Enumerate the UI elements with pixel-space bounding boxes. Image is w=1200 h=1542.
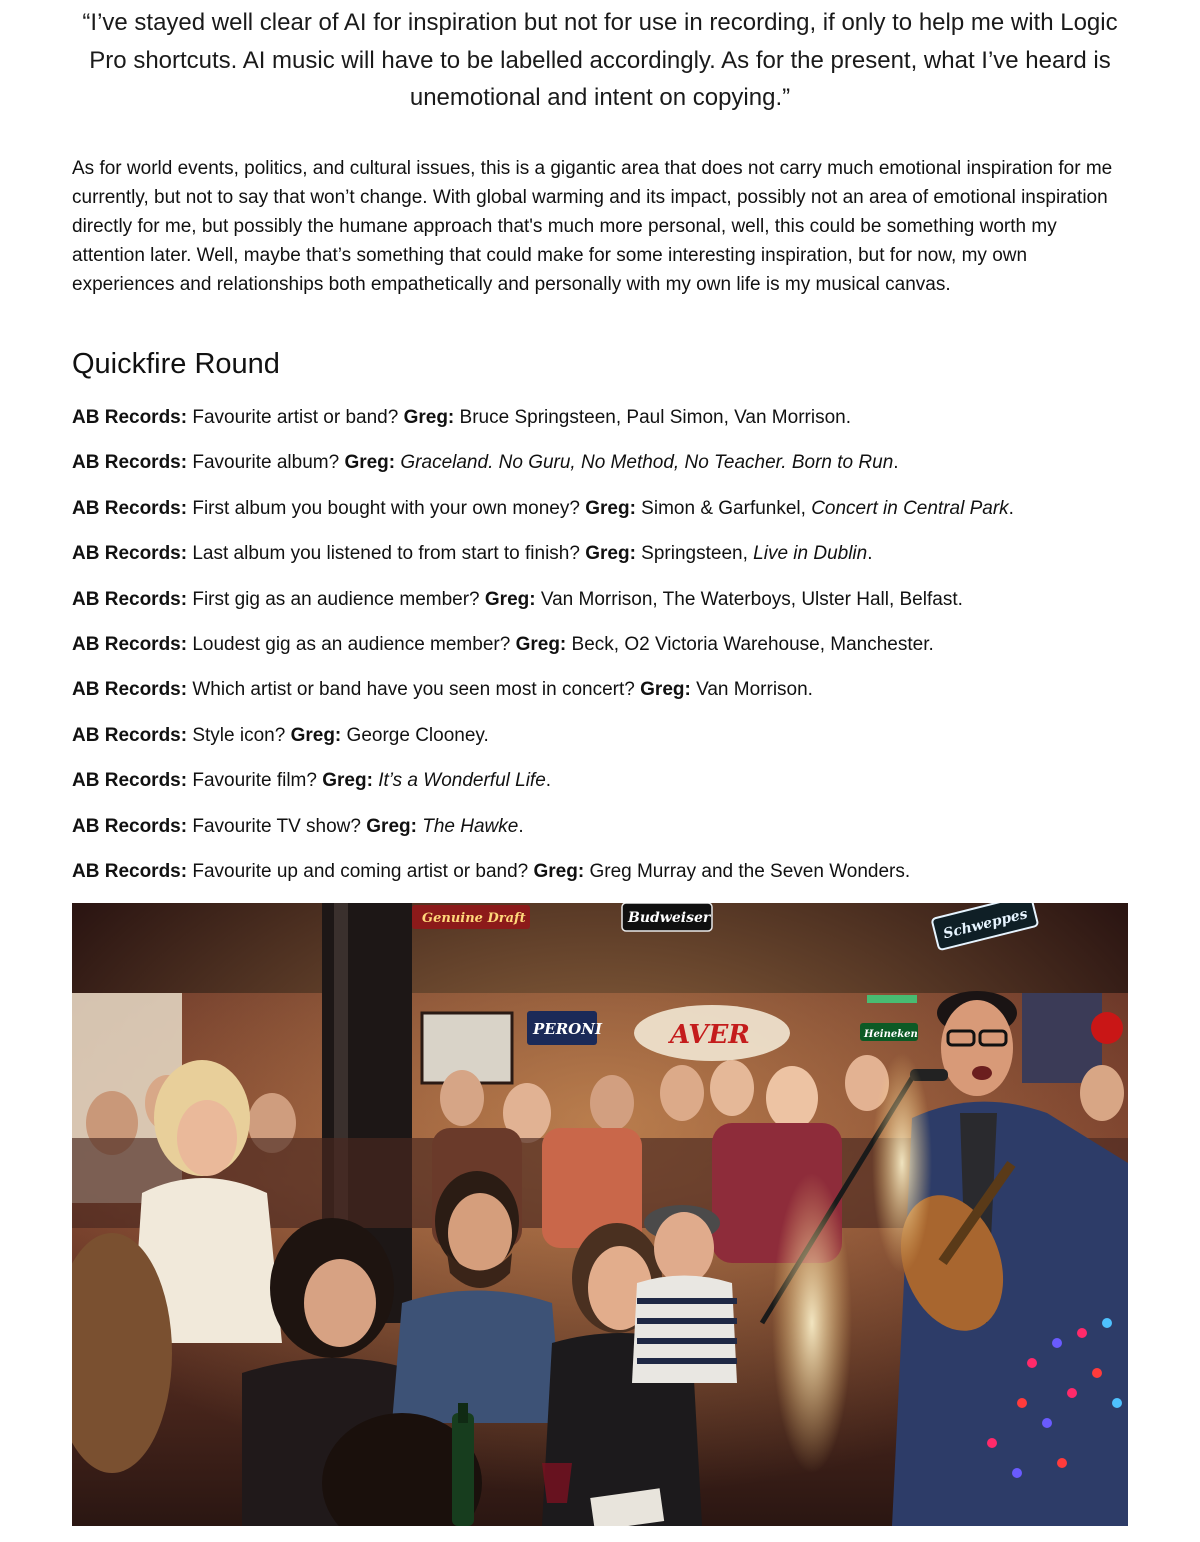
heineken-text: Heineken: [864, 1029, 918, 1040]
respondent-label: Greg:: [322, 770, 373, 792]
interviewer-label: AB Records:: [72, 770, 188, 792]
answer-title: Concert in Central Park: [811, 497, 1009, 519]
question: Favourite TV show?: [187, 815, 367, 837]
interviewer-label: AB Records:: [72, 588, 188, 610]
concert-photo-illustration: [72, 903, 1128, 1526]
qa-item: [72, 494, 1152, 539]
peroni-sign: [527, 1011, 603, 1045]
answer-title: Graceland. No Guru, No Method, No Teacher. Born to Run: [400, 452, 894, 474]
answer: Bruce Springsteen, Paul Simon, Van Morrison.: [454, 407, 851, 428]
answer-end: .: [545, 770, 552, 792]
question: Which artist or band have you seen most in concert?: [187, 679, 641, 701]
respondent-label: Greg:: [585, 497, 636, 519]
question: Favourite artist or band?: [187, 407, 404, 428]
answer: George Clooney.: [341, 724, 489, 746]
answer: Van Morrison, The Waterboys, Ulster Hall, Belfast.: [535, 588, 963, 610]
qa-item: [72, 721, 1152, 766]
intro-paragraph: As for world events, politics, and cultural issues, this is a gigantic area that does not carry much emotional inspiration for me currently, but not to say that won’t change. With global warming and its impact, possibly not an area of emotional inspiration directly for me, but possibly the humane approach that's much more personal, well, this could be something worth my attention later. Well, maybe that’s something that could make for some interesting inspiration, but for now, my own experiences and relationships both empathetically and personally with my own life is my musical canvas.: [72, 158, 1113, 295]
qa-item: [72, 630, 1152, 675]
answer: Van Morrison.: [690, 679, 813, 701]
cavern-sign: [634, 1005, 790, 1061]
qa-item: [72, 403, 1152, 448]
qa-item: [72, 448, 1152, 493]
answer-end: .: [1008, 497, 1014, 519]
budweiser-text: Budweiser: [628, 910, 711, 926]
answer-end: .: [893, 452, 899, 474]
respondent-label: Greg:: [290, 724, 342, 746]
answer-end: .: [518, 815, 524, 837]
interviewer-label: AB Records:: [72, 724, 188, 746]
heineken-sign: [860, 1023, 918, 1041]
respondent-label: Greg:: [403, 407, 455, 428]
question: Favourite up and coming artist or band?: [187, 860, 534, 882]
interviewer-label: AB Records:: [72, 497, 188, 519]
green-neon: [867, 995, 917, 1003]
interviewer-label: AB Records:: [72, 407, 188, 428]
qa-item: [72, 585, 1152, 630]
peroni-text: PERONI: [533, 1020, 602, 1038]
answer-end: .: [867, 543, 873, 565]
qa-item: [72, 857, 1152, 902]
question: First album you bought with your own money?: [187, 497, 586, 519]
question: Favourite film?: [187, 770, 323, 792]
question: First gig as an audience member?: [187, 588, 485, 610]
respondent-label: Greg:: [585, 543, 636, 565]
quickfire-heading: Quickfire Round: [72, 348, 280, 380]
answer: Greg Murray and the Seven Wonders.: [584, 860, 911, 882]
genuine-draft-sign: [412, 905, 530, 929]
cavern-text: AVER: [670, 1020, 750, 1050]
answer-title: It’s a Wonderful Life: [378, 770, 546, 792]
question: Loudest gig as an audience member?: [187, 633, 516, 655]
interviewer-label: AB Records:: [72, 860, 188, 882]
interviewer-label: AB Records:: [72, 543, 188, 565]
respondent-label: Greg:: [484, 588, 536, 610]
pull-quote: “I’ve stayed well clear of AI for inspiration but not for use in recording, if only to help me with Logic Pro shortcuts. AI music will have to be labelled accordingly. As for the present, what I’ve heard is unemotional and intent on copying.”: [82, 9, 1118, 111]
genuine-draft-text: Genuine Draft: [422, 911, 526, 926]
concert-photo: [72, 903, 1128, 1526]
qa-item: [72, 675, 1152, 720]
answer-title: Live in Dublin: [753, 543, 868, 565]
respondent-label: Greg:: [366, 815, 417, 837]
qa-item: [72, 812, 1152, 857]
qa-item: [72, 539, 1152, 584]
answer-title: The Hawke: [422, 815, 519, 837]
qa-item: [72, 766, 1152, 811]
question: Last album you listened to from start to finish?: [187, 543, 586, 565]
answer: Simon & Garfunkel,: [635, 497, 812, 519]
question: Favourite album?: [187, 452, 345, 474]
interviewer-label: AB Records:: [72, 452, 188, 474]
respondent-label: Greg:: [344, 452, 396, 474]
respondent-label: Greg:: [515, 633, 567, 655]
quickfire-list: [72, 403, 1152, 902]
interviewer-label: AB Records:: [72, 679, 188, 701]
schweppes-text: Schweppes: [941, 906, 1030, 943]
answer: Springsteen,: [635, 543, 754, 565]
wall-poster: [1022, 993, 1102, 1083]
coca-cola-sign: [1091, 1012, 1123, 1044]
budweiser-sign: [622, 903, 712, 931]
respondent-label: Greg:: [640, 679, 691, 701]
question: Style icon?: [187, 724, 291, 746]
interviewer-label: AB Records:: [72, 815, 188, 837]
respondent-label: Greg:: [533, 860, 585, 882]
interviewer-label: AB Records:: [72, 633, 188, 655]
answer: Beck, O2 Victoria Warehouse, Manchester.: [566, 633, 934, 655]
